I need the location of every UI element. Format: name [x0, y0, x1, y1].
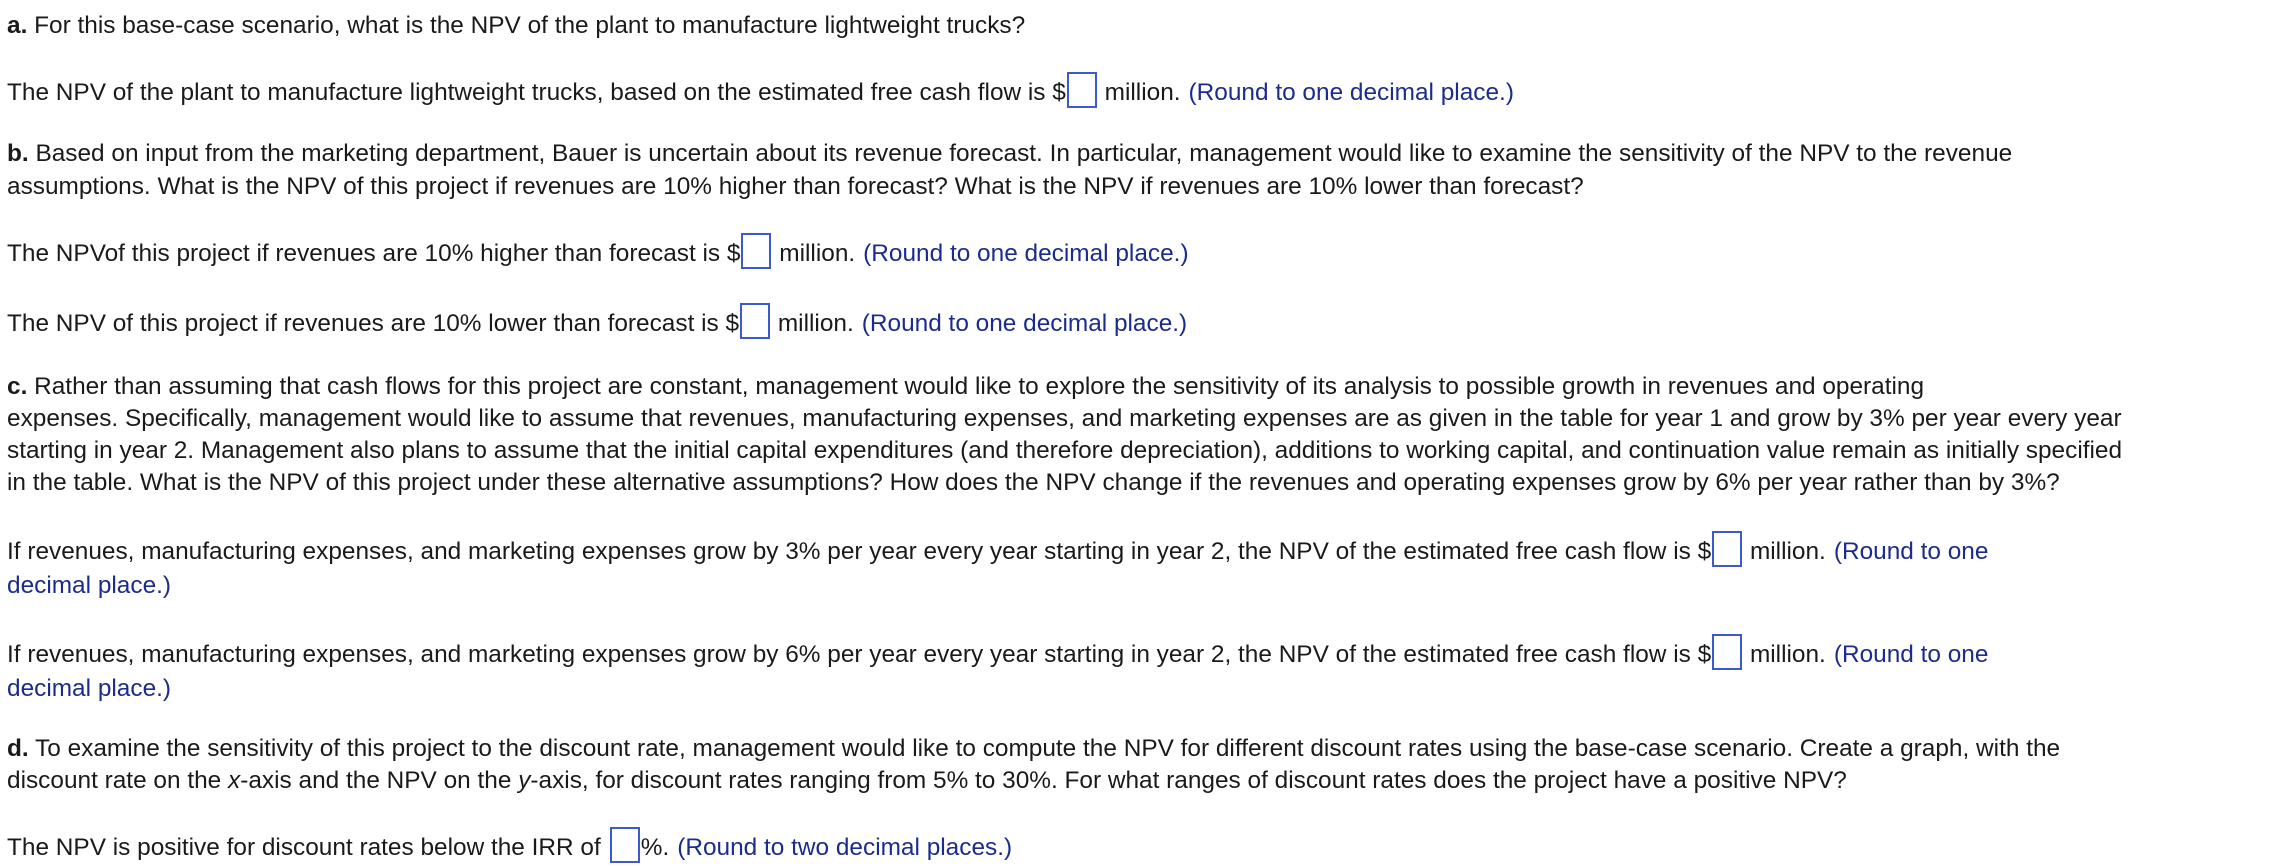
- part-d-answer-row: [7, 827, 1012, 864]
- part-b-lower-row: [7, 303, 1187, 340]
- part-b-higher-prompt: The NPVof this project if revenues are 10% higher than forecast is $: [7, 240, 741, 267]
- part-a-answer-row: [7, 72, 1514, 109]
- part-c-3pct-input[interactable]: [1712, 531, 1742, 567]
- part-d-question-text2a: discount rate on the: [7, 767, 229, 794]
- part-c-question-line4: [7, 466, 2060, 499]
- part-b-higher-row: [7, 233, 1189, 270]
- part-c-letter: c.: [7, 373, 28, 400]
- part-b-lower-hint: (Round to one decimal place.): [861, 310, 1188, 337]
- part-c-6pct-hint-cont: decimal place.): [7, 675, 172, 702]
- part-d-question-text2c: -axis, for discount rates ranging from 5% to 30%. For what ranges of discount rates does the project have a positive NPV?: [530, 767, 1847, 794]
- part-b-question-line2: [7, 170, 1584, 203]
- part-c-question-line1: [7, 370, 1924, 403]
- part-c-question-text4: in the table. What is the NPV of this project under these alternative assumptions? How does the NPV change if the revenues and operating expenses grow by 6% per year rather than by 3%?: [7, 469, 2060, 496]
- part-a-question: [7, 9, 1025, 42]
- part-c-question-line3: [7, 434, 2122, 467]
- part-a-letter: a.: [7, 12, 28, 39]
- part-a-prompt: The NPV of the plant to manufacture lightweight trucks, based on the estimated free cash flow is $: [7, 79, 1066, 106]
- part-c-6pct-hint: (Round to one: [1833, 641, 1989, 668]
- part-c-6pct-prompt: If revenues, manufacturing expenses, and marketing expenses grow by 6% per year every year starting in year 2, the NPV of the estimated free cash flow is $: [7, 641, 1712, 668]
- part-a-question-text: For this base-case scenario, what is the NPV of the plant to manufacture lightweight trucks?: [34, 12, 1026, 39]
- part-c-question-text2: expenses. Specifically, management would like to assume that revenues, manufacturing expenses, and marketing expenses are as given in the table for year 1 and grow by 3% per year every year: [7, 405, 2122, 432]
- part-c-3pct-hint: (Round to one: [1833, 538, 1989, 565]
- part-a-npv-input[interactable]: [1067, 72, 1097, 108]
- part-c-6pct-row: [7, 634, 1988, 671]
- part-a-unit: million.: [1104, 79, 1181, 106]
- part-b-question-text2: assumptions. What is the NPV of this project if revenues are 10% higher than forecast? What is the NPV if revenues are 10% lower than forecast?: [7, 173, 1584, 200]
- part-c-3pct-prompt: If revenues, manufacturing expenses, and marketing expenses grow by 3% per year every year starting in year 2, the NPV of the estimated free cash flow is $: [7, 538, 1712, 565]
- part-c-3pct-row: [7, 531, 1988, 568]
- part-c-6pct-input[interactable]: [1712, 634, 1742, 670]
- part-b-higher-unit: million.: [779, 240, 856, 267]
- part-b-letter: b.: [7, 140, 29, 167]
- part-d-x-var: x: [228, 767, 241, 794]
- part-b-higher-input[interactable]: [741, 233, 771, 269]
- part-b-question-line1: [7, 137, 2012, 170]
- part-b-lower-input[interactable]: [740, 303, 770, 339]
- part-d-question-text2b: -axis and the NPV on the: [240, 767, 519, 794]
- part-c-6pct-unit: million.: [1749, 641, 1826, 668]
- part-c-3pct-unit: million.: [1749, 538, 1826, 565]
- part-d-y-var: y: [518, 767, 531, 794]
- part-c-3pct-hint-cont: decimal place.): [7, 572, 172, 599]
- part-c-question-text1: Rather than assuming that cash flows for this project are constant, management would like to explore the sensitivity of its analysis to possible growth in revenues and operating: [34, 373, 1925, 400]
- part-d-hint: (Round to two decimal places.): [677, 834, 1013, 861]
- part-c-question-text3: starting in year 2. Management also plans to assume that the initial capital expenditures (and therefore depreciation), additions to working capital, and continuation value remain as initially specified: [7, 437, 2123, 464]
- part-d-question-line1: [7, 732, 2060, 765]
- part-d-question-text1: To examine the sensitivity of this project to the discount rate, management would like to compute the NPV for different discount rates using the base-case scenario. Create a graph, with the: [35, 735, 2061, 762]
- part-b-lower-unit: million.: [777, 310, 854, 337]
- part-b-lower-prompt: The NPV of this project if revenues are 10% lower than forecast is $: [7, 310, 740, 337]
- part-b-question-text1: Based on input from the marketing department, Bauer is uncertain about its revenue forecast. In particular, management would like to examine the sensitivity of the NPV to the revenue: [35, 140, 2013, 167]
- part-d-letter: d.: [7, 735, 29, 762]
- part-d-unit: %.: [640, 834, 670, 861]
- part-d-prompt: The NPV is positive for discount rates below the IRR of: [7, 834, 601, 861]
- part-d-irr-input[interactable]: [610, 827, 640, 863]
- part-c-question-line2: [7, 402, 2122, 435]
- part-d-question-line2: [7, 764, 1847, 797]
- part-a-hint: (Round to one decimal place.): [1188, 79, 1514, 106]
- part-b-higher-hint: (Round to one decimal place.): [863, 240, 1189, 267]
